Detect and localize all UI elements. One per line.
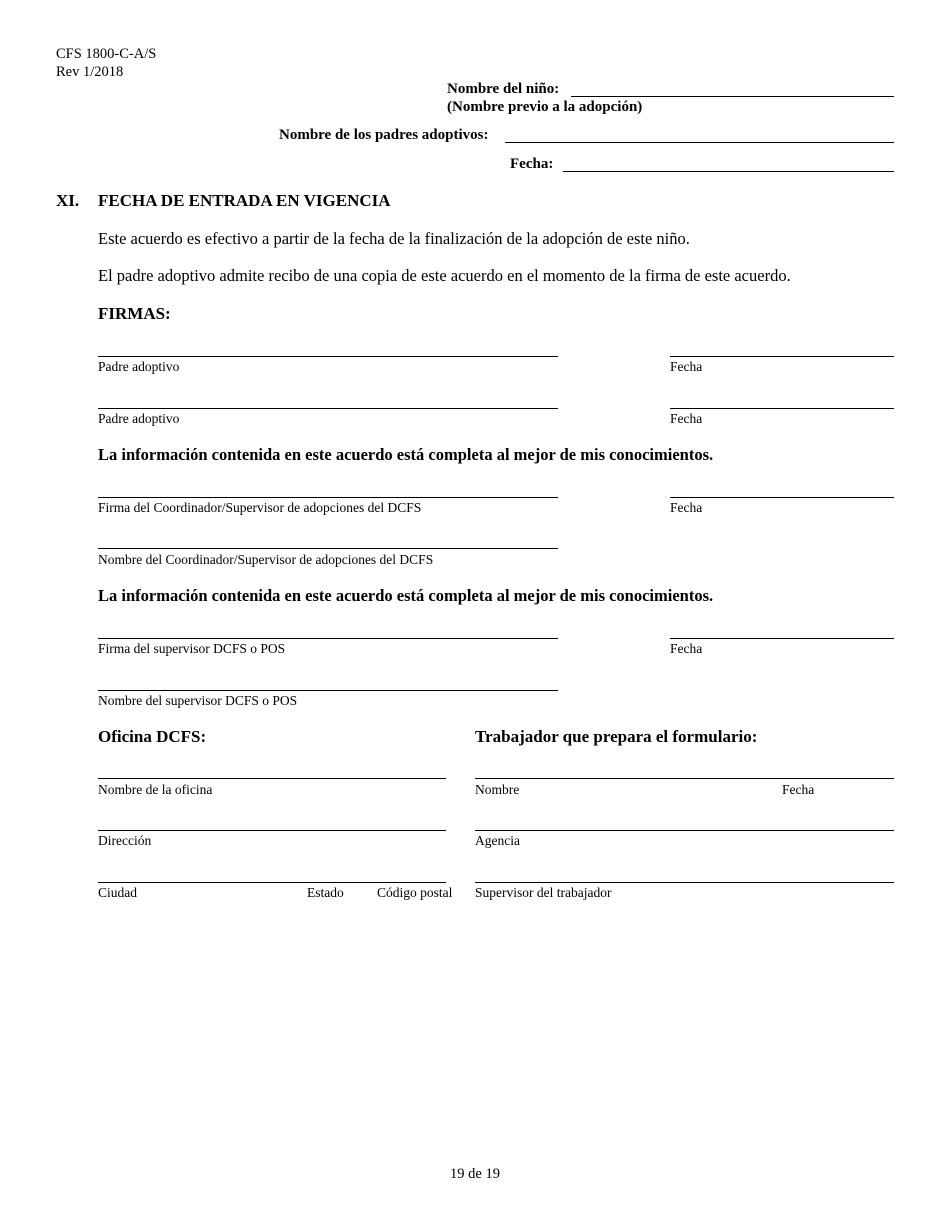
supervisor-signature-label: Firma del supervisor DCFS o POS bbox=[98, 641, 286, 656]
office-address-label: Dirección bbox=[98, 833, 152, 848]
statement-1: La información contenida en este acuerdo está completa al mejor de mis conocimientos. bbox=[98, 445, 714, 464]
coordinator-signature-label: Firma del Coordinador/Supervisor de adopciones del DCFS bbox=[98, 500, 422, 515]
child-name-sublabel: (Nombre previo a la adopción) bbox=[447, 99, 643, 115]
child-name-field[interactable] bbox=[571, 96, 894, 97]
worker-supervisor-line[interactable] bbox=[475, 882, 894, 883]
parent1-signature-line[interactable] bbox=[98, 356, 558, 357]
parent1-label: Padre adoptivo bbox=[98, 359, 180, 374]
statement-2: La información contenida en este acuerdo está completa al mejor de mis conocimientos. bbox=[98, 586, 714, 605]
parents-name-field[interactable] bbox=[505, 142, 894, 143]
coordinator-name-line[interactable] bbox=[98, 548, 558, 549]
worker-name-line[interactable] bbox=[475, 778, 894, 779]
office-name-label: Nombre de la oficina bbox=[98, 782, 213, 797]
form-id: CFS 1800-C-A/S bbox=[56, 46, 157, 62]
worker-agency-line[interactable] bbox=[475, 830, 894, 831]
coordinator-name-label: Nombre del Coordinador/Supervisor de adopciones del DCFS bbox=[98, 552, 434, 567]
supervisor-date-line[interactable] bbox=[670, 638, 894, 639]
worker-supervisor-label: Supervisor del trabajador bbox=[475, 885, 612, 900]
worker-heading: Trabajador que prepara el formulario: bbox=[475, 727, 758, 746]
office-name-line[interactable] bbox=[98, 778, 446, 779]
parent2-date-label: Fecha bbox=[670, 411, 703, 426]
office-city-line[interactable] bbox=[98, 882, 446, 883]
child-name-label: Nombre del niño: bbox=[447, 81, 560, 97]
section-title: FECHA DE ENTRADA EN VIGENCIA bbox=[98, 191, 391, 210]
worker-name-label: Nombre bbox=[475, 782, 520, 797]
office-state-label: Estado bbox=[307, 885, 344, 900]
form-revision: Rev 1/2018 bbox=[56, 64, 124, 80]
page-number: 19 de 19 bbox=[450, 1166, 500, 1182]
section-number: XI. bbox=[56, 191, 80, 210]
signatures-heading: FIRMAS: bbox=[98, 304, 171, 323]
coordinator-signature-line[interactable] bbox=[98, 497, 558, 498]
office-city-label: Ciudad bbox=[98, 885, 137, 900]
parents-name-label: Nombre de los padres adoptivos: bbox=[279, 127, 489, 143]
parent1-date-label: Fecha bbox=[670, 359, 703, 374]
worker-agency-label: Agencia bbox=[475, 833, 520, 848]
effective-paragraph: Este acuerdo es efectivo a partir de la fecha de la finalización de la adopción de este niño. bbox=[98, 229, 690, 248]
worker-date-label: Fecha bbox=[782, 782, 815, 797]
header-date-label: Fecha: bbox=[510, 156, 554, 172]
parent2-signature-line[interactable] bbox=[98, 408, 558, 409]
receipt-paragraph: El padre adoptivo admite recibo de una copia de este acuerdo en el momento de la firma de este acuerdo. bbox=[98, 266, 791, 285]
header-date-field[interactable] bbox=[563, 171, 894, 172]
coordinator-date-line[interactable] bbox=[670, 497, 894, 498]
parent2-label: Padre adoptivo bbox=[98, 411, 180, 426]
supervisor-name-line[interactable] bbox=[98, 690, 558, 691]
parent2-date-line[interactable] bbox=[670, 408, 894, 409]
office-heading: Oficina DCFS: bbox=[98, 727, 207, 746]
office-address-line[interactable] bbox=[98, 830, 446, 831]
supervisor-date-label: Fecha bbox=[670, 641, 703, 656]
coordinator-date-label: Fecha bbox=[670, 500, 703, 515]
supervisor-signature-line[interactable] bbox=[98, 638, 558, 639]
supervisor-name-label: Nombre del supervisor DCFS o POS bbox=[98, 693, 298, 708]
office-zip-label: Código postal bbox=[377, 885, 453, 900]
parent1-date-line[interactable] bbox=[670, 356, 894, 357]
